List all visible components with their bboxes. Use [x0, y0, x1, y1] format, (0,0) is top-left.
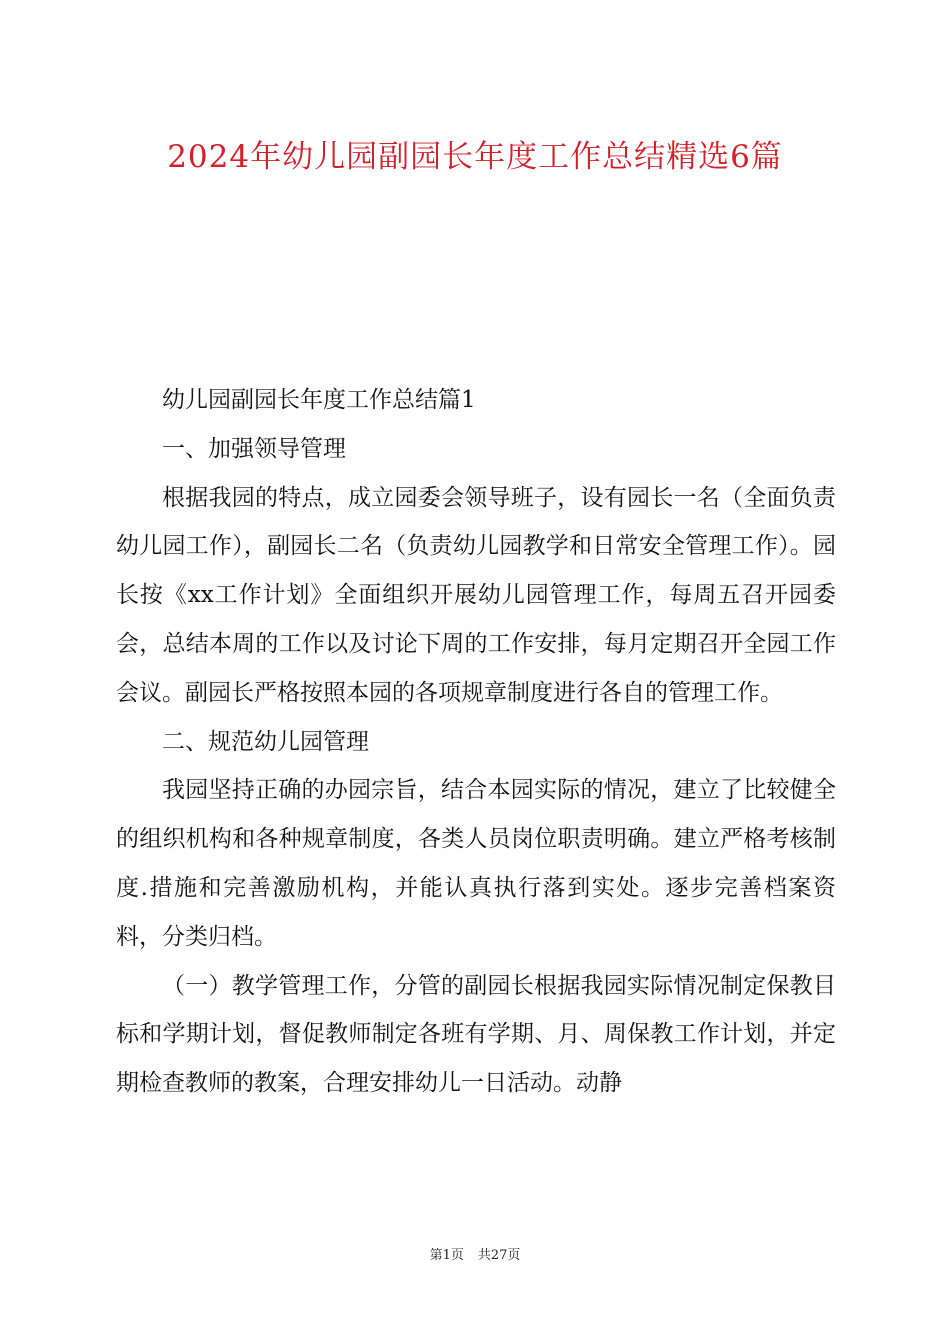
- document-title: 2024年幼儿园副园长年度工作总结精选6篇: [167, 139, 783, 175]
- body-paragraph: 根据我园的特点，成立园委会领导班子，设有园长一名（全面负责幼儿园工作），副园长二名（负责幼儿园教学和日常安全管理工作）。园长按《xx工作计划》全面组织开展幼儿园管理工作，每周五召开园委会，总结本周的工作以及讨论下周的工作安排，每月定期召开全园工作会议。副园长严格按照本园的各项规章制度进行各自的管理工作。: [116, 484, 836, 706]
- subsection-heading: 二、规范幼儿园管理: [162, 728, 369, 755]
- page-total: 共27页: [477, 1248, 521, 1263]
- body-paragraph: （一）教学管理工作，分管的副园长根据我园实际情况制定保教目标和学期计划，督促教师制定各班有学期、月、周保教工作计划，并定期检查教师的教案，合理安排幼儿一日活动。动静: [116, 972, 836, 1097]
- subsection-heading: 一、加强领导管理: [162, 435, 346, 462]
- page-footer: [0, 1246, 950, 1266]
- document-body: [116, 376, 836, 1108]
- body-paragraph: 我园坚持正确的办园宗旨，结合本园实际的情况，建立了比较健全的组织机构和各种规章制度，各类人员岗位职责明确。建立严格考核制度.措施和完善激励机构，并能认真执行落到实处。逐步完善档案资料，分类归档。: [116, 777, 836, 950]
- section-heading: 幼儿园副园长年度工作总结篇1: [162, 387, 476, 413]
- page-number: 第1页: [429, 1248, 464, 1263]
